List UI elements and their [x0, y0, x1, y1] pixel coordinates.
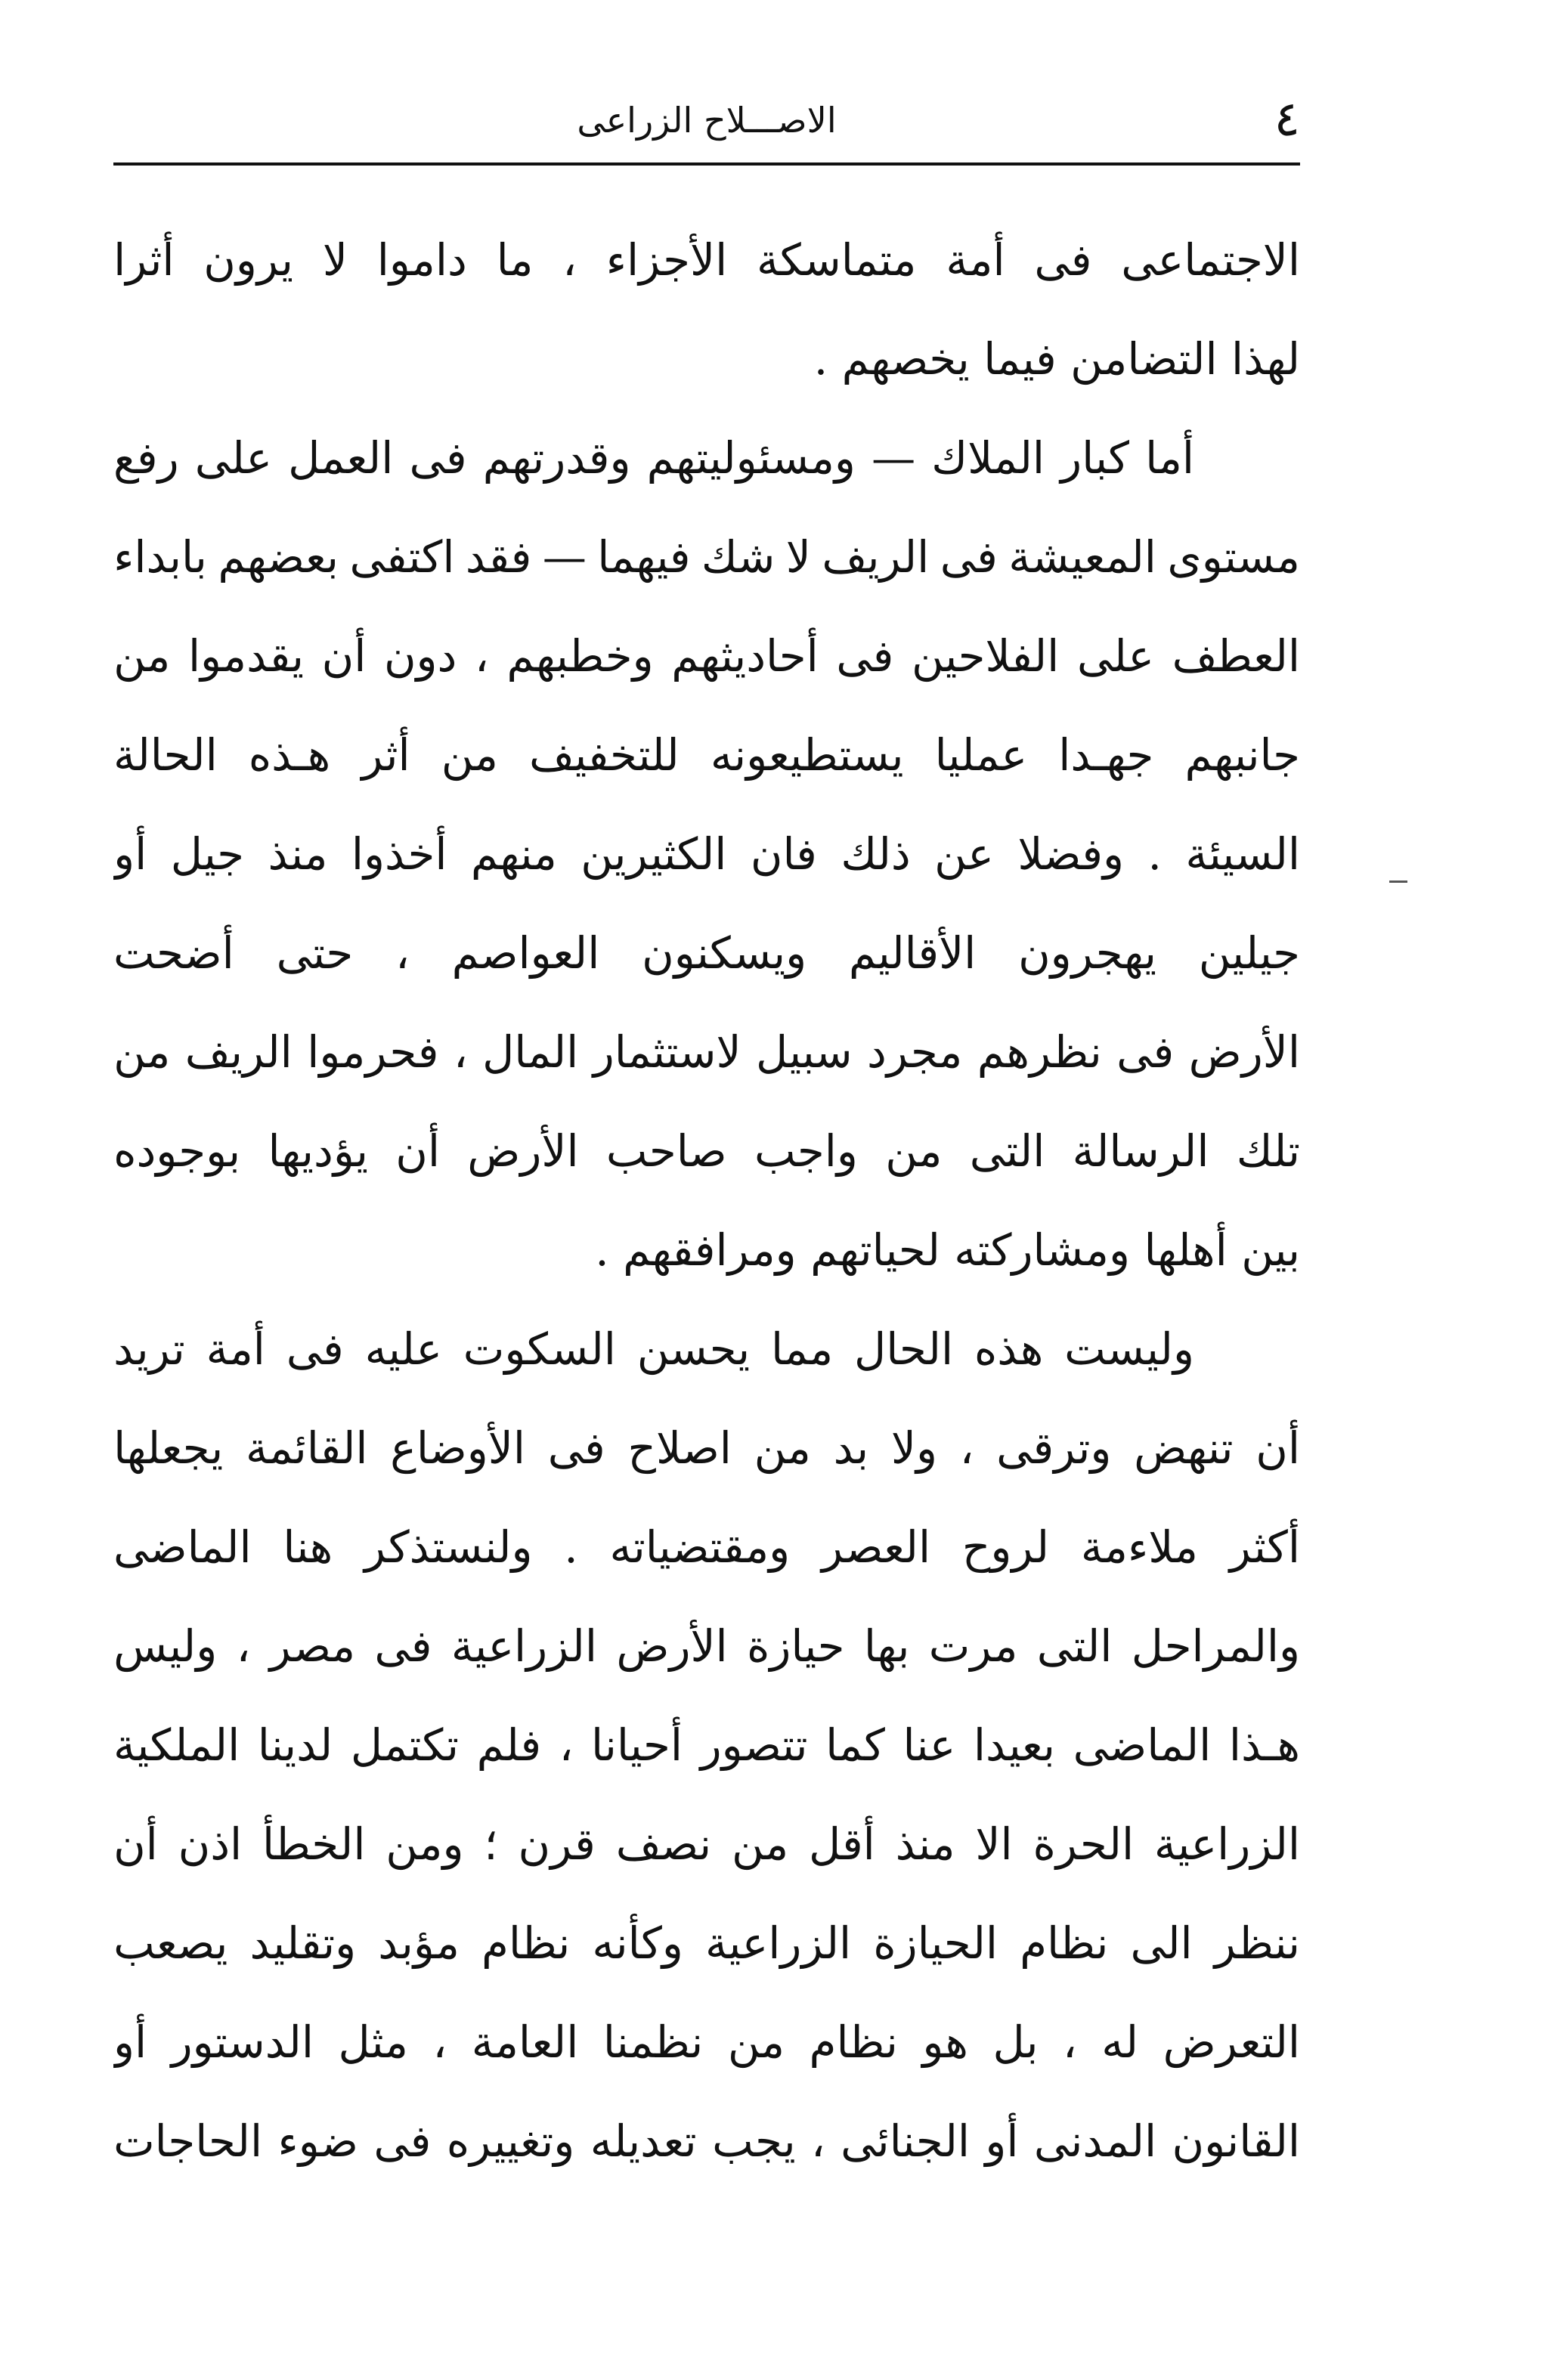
- word: ملاءمة: [1080, 1521, 1198, 1573]
- word: وليست: [1064, 1323, 1194, 1375]
- word: لا: [322, 234, 348, 286]
- text-line: [113, 606, 1300, 705]
- page-header: [113, 83, 1300, 166]
- word: مجرد: [867, 1026, 963, 1078]
- word: عنا: [902, 1719, 956, 1771]
- word: بها: [863, 1620, 910, 1672]
- body-text: [113, 210, 1300, 2251]
- word: هـذه: [248, 729, 331, 781]
- word: ومقتضياته: [609, 1521, 791, 1573]
- word: حيازة: [747, 1620, 845, 1672]
- word: له: [1101, 2016, 1139, 2068]
- word: أحيانا: [591, 1719, 683, 1771]
- word: الريف: [184, 1026, 293, 1078]
- text-line: [113, 1794, 1300, 1893]
- word: مرت: [928, 1620, 1018, 1672]
- word: كبار: [1060, 432, 1129, 484]
- word: ما: [496, 234, 534, 286]
- word: الى: [1130, 1917, 1193, 1969]
- word: جيل: [170, 828, 244, 880]
- word: يحسن: [636, 1323, 751, 1375]
- word: ،: [453, 1026, 468, 1078]
- word: وقدرتهم: [482, 432, 631, 484]
- word: أثر: [361, 729, 410, 781]
- word: متماسكة: [757, 234, 917, 286]
- text-line: [113, 804, 1300, 903]
- word: تكتمل: [350, 1719, 459, 1771]
- word: الملكية: [113, 1719, 240, 1771]
- word: نظرهم: [977, 1026, 1102, 1078]
- word: هـذا: [1228, 1719, 1300, 1771]
- word: أو: [985, 2115, 1019, 2167]
- word: الحالة: [113, 729, 218, 781]
- word: بل: [992, 2016, 1039, 2068]
- text-line: [113, 1497, 1300, 1596]
- word: هنا: [283, 1521, 333, 1573]
- word: سبيل: [756, 1026, 853, 1078]
- word: ننظر: [1214, 1917, 1300, 1969]
- word: فى: [940, 531, 998, 583]
- word: حتى: [276, 927, 354, 979]
- text-line: [113, 1893, 1300, 1992]
- word: التى: [969, 1125, 1045, 1177]
- word: تتصور: [700, 1719, 808, 1771]
- page-number: ٤: [1274, 91, 1300, 147]
- word: عليه: [364, 1323, 442, 1375]
- word: صاحب: [605, 1125, 727, 1177]
- text-line: [113, 2091, 1300, 2190]
- word: بعيدا: [973, 1719, 1056, 1771]
- word: أقل: [809, 1818, 875, 1870]
- text-line: لهذا التضامن فيما يخصهم .: [813, 333, 1300, 385]
- word: .: [564, 1521, 578, 1573]
- word: اذن: [178, 1818, 243, 1870]
- word: منهم: [470, 828, 557, 880]
- text-line: [113, 1002, 1300, 1101]
- word: المعيشة: [1008, 531, 1156, 583]
- word: هذه: [974, 1323, 1044, 1375]
- word: مؤبد: [378, 1917, 460, 1969]
- word: المال: [482, 1026, 579, 1078]
- running-title: الاصـــلاح الزراعى: [577, 100, 837, 141]
- word: أن: [395, 1125, 440, 1177]
- word: كما: [825, 1719, 885, 1771]
- word: من: [727, 2016, 785, 2068]
- word: الأرض: [616, 1620, 728, 1672]
- word: الاجتماعى: [1121, 234, 1300, 286]
- word: جانبهم: [1184, 729, 1300, 781]
- word: هو: [922, 2016, 968, 2068]
- word: داموا: [376, 234, 467, 286]
- text-line: [113, 507, 1300, 606]
- word: أحاديثهم: [671, 630, 819, 682]
- word: فى: [409, 432, 467, 484]
- word: أن: [113, 1818, 158, 1870]
- word: الكثيرين: [580, 828, 727, 880]
- word: الزراعية: [450, 1620, 597, 1672]
- word: يرون: [203, 234, 294, 286]
- word: ،: [432, 2016, 447, 2068]
- word: ،: [559, 1719, 574, 1771]
- word: عمليا: [934, 729, 1028, 781]
- word: ،: [236, 1620, 251, 1672]
- word: أو: [113, 2016, 147, 2068]
- word: بد: [833, 1422, 869, 1474]
- word: مما: [770, 1323, 834, 1375]
- word: العصر: [822, 1521, 931, 1573]
- word: لا: [785, 531, 811, 583]
- word: ولنستذكر: [364, 1521, 533, 1573]
- word: .: [1147, 828, 1162, 880]
- word: يصعب: [113, 1917, 228, 1969]
- word: فى: [1116, 1026, 1175, 1078]
- text-line: [113, 408, 1300, 507]
- word: العطف: [1172, 630, 1300, 682]
- word: فى: [286, 1323, 344, 1375]
- word: نظام: [481, 1917, 571, 1969]
- word: وليس: [113, 1620, 218, 1672]
- word: اصلاح: [627, 1422, 732, 1474]
- word: لروح: [961, 1521, 1050, 1573]
- word: الأرض: [467, 1125, 579, 1177]
- word: لاستثمار: [593, 1026, 741, 1078]
- word: من: [113, 630, 171, 682]
- word: عن: [934, 828, 994, 880]
- word: أن: [321, 630, 367, 682]
- word: وفضلا: [1017, 828, 1125, 880]
- word: ضوء: [277, 2115, 358, 2167]
- word: الأقاليم: [848, 927, 977, 979]
- word: وتغييره: [446, 2115, 575, 2167]
- word: يهجرون: [1018, 927, 1156, 979]
- word: السيئة: [1185, 828, 1300, 880]
- word: الا: [975, 1818, 1013, 1870]
- word: ،: [475, 630, 489, 682]
- word: فيهما: [597, 531, 691, 583]
- word: أو: [113, 828, 147, 880]
- word: المدنى: [1033, 2115, 1157, 2167]
- word: ،: [395, 927, 410, 979]
- word: على: [194, 432, 272, 484]
- word: الحيازة: [873, 1917, 998, 1969]
- word: يقدموا: [187, 630, 305, 682]
- word: فى: [547, 1422, 605, 1474]
- word: لدينا: [257, 1719, 333, 1771]
- word: منذ: [268, 828, 328, 880]
- word: الجنائى: [841, 2115, 970, 2167]
- word: نظمنا: [602, 2016, 704, 2068]
- word: يجعلها: [113, 1422, 224, 1474]
- word: الزراعية: [1153, 1818, 1300, 1870]
- word: مستوى: [1167, 531, 1300, 583]
- word: التى: [1036, 1620, 1113, 1672]
- text-line: [113, 705, 1300, 804]
- word: واجب: [754, 1125, 858, 1177]
- word: تلك: [1236, 1125, 1300, 1177]
- word: ،: [811, 2115, 825, 2167]
- word: تريد: [113, 1323, 185, 1375]
- word: وتقليد: [249, 1917, 357, 1969]
- word: فى: [1034, 234, 1092, 286]
- word: ومن: [385, 1818, 464, 1870]
- word: اكتفى: [349, 531, 455, 583]
- word: مثل: [338, 2016, 408, 2068]
- word: جهـدا: [1058, 729, 1154, 781]
- word: ،: [1063, 2016, 1077, 2068]
- word: التعرض: [1163, 2016, 1300, 2068]
- word: فحرموا: [307, 1026, 439, 1078]
- word: جيلين: [1198, 927, 1300, 979]
- word: مصر: [269, 1620, 356, 1672]
- word: ويسكنون: [642, 927, 807, 979]
- word: الرسالة: [1072, 1125, 1209, 1177]
- word: من: [113, 1026, 171, 1078]
- word: نظام: [1020, 1917, 1109, 1969]
- text-line: [113, 1398, 1300, 1497]
- word: أن: [1255, 1422, 1300, 1474]
- word: الملاك: [931, 432, 1045, 484]
- word: الحاجات: [113, 2115, 263, 2167]
- word: من: [441, 729, 498, 781]
- word: فلم: [476, 1719, 542, 1771]
- word: من: [731, 1818, 789, 1870]
- word: الفلاحين: [911, 630, 1060, 682]
- word: أمة: [206, 1323, 265, 1375]
- word: قرن: [518, 1818, 596, 1870]
- word: الأوضاع: [390, 1422, 525, 1474]
- word: الحرة: [1033, 1818, 1135, 1870]
- word: الزراعية: [705, 1917, 852, 1969]
- text-line: [113, 1992, 1300, 2091]
- word: يؤديها: [268, 1125, 368, 1177]
- word: أضحت: [113, 927, 234, 979]
- word: الدستور: [171, 2016, 314, 2068]
- word: من: [885, 1125, 943, 1177]
- word: فى: [374, 1620, 432, 1672]
- word: نظام: [809, 2016, 898, 2068]
- word: رفع: [113, 432, 179, 484]
- text-line: [113, 210, 1300, 309]
- word: أمة: [946, 234, 1005, 286]
- word: فى: [836, 630, 894, 682]
- word: تعديله: [590, 2115, 697, 2167]
- word: منذ: [895, 1818, 955, 1870]
- word: —: [872, 432, 916, 484]
- word: فقد: [465, 531, 532, 583]
- word: القائمة: [245, 1422, 368, 1474]
- word: فان: [750, 828, 817, 880]
- word: الماضى: [1073, 1719, 1212, 1771]
- word: الحال: [854, 1323, 954, 1375]
- word: شك: [701, 531, 776, 583]
- word: يجب: [712, 2115, 796, 2167]
- word: —: [542, 531, 587, 583]
- word: ولا: [890, 1422, 937, 1474]
- word: القانون: [1172, 2115, 1300, 2167]
- word: أخذوا: [351, 828, 447, 880]
- word: على: [1076, 630, 1154, 682]
- header-rule: [113, 162, 1300, 166]
- word: ،: [562, 234, 577, 286]
- text-line: [113, 1299, 1300, 1398]
- word: ،: [959, 1422, 974, 1474]
- word: والمراحل: [1131, 1620, 1300, 1672]
- margin-mark: [1389, 881, 1407, 883]
- word: وكأنه: [592, 1917, 683, 1969]
- word: الريف: [822, 531, 930, 583]
- word: أما: [1145, 432, 1194, 484]
- word: فى: [373, 2115, 432, 2167]
- text-line: [113, 1695, 1300, 1794]
- word: بابداء: [113, 531, 207, 583]
- word: الأرض: [1188, 1026, 1300, 1078]
- text-line: بين أهلها ومشاركته لحياتهم ومرافقهم .: [595, 1224, 1300, 1276]
- word: ذلك: [841, 828, 911, 880]
- word: يستطيعونه: [710, 729, 904, 781]
- word: الخطأ: [262, 1818, 366, 1870]
- word: الأجزاء: [605, 234, 728, 286]
- word: وترقى: [996, 1422, 1112, 1474]
- word: ومسئوليتهم: [646, 432, 856, 484]
- text-line: [113, 1101, 1300, 1200]
- word: بوجوده: [113, 1125, 241, 1177]
- text-line: [113, 903, 1300, 1002]
- word: تنهض: [1134, 1422, 1234, 1474]
- word: العواصم: [451, 927, 600, 979]
- word: نصف: [615, 1818, 712, 1870]
- word: العامة: [471, 2016, 579, 2068]
- word: بعضهم: [218, 531, 339, 583]
- word: العمل: [288, 432, 394, 484]
- text-line: [113, 1596, 1300, 1695]
- word: دون: [383, 630, 457, 682]
- word: أكثر: [1229, 1521, 1300, 1573]
- word: من: [754, 1422, 811, 1474]
- word: للتخفيف: [529, 729, 680, 781]
- word: أثرا: [113, 234, 175, 286]
- word: الماضى: [113, 1521, 252, 1573]
- word: وخطبهم: [506, 630, 654, 682]
- word: ؛: [484, 1818, 498, 1870]
- word: السكوت: [463, 1323, 616, 1375]
